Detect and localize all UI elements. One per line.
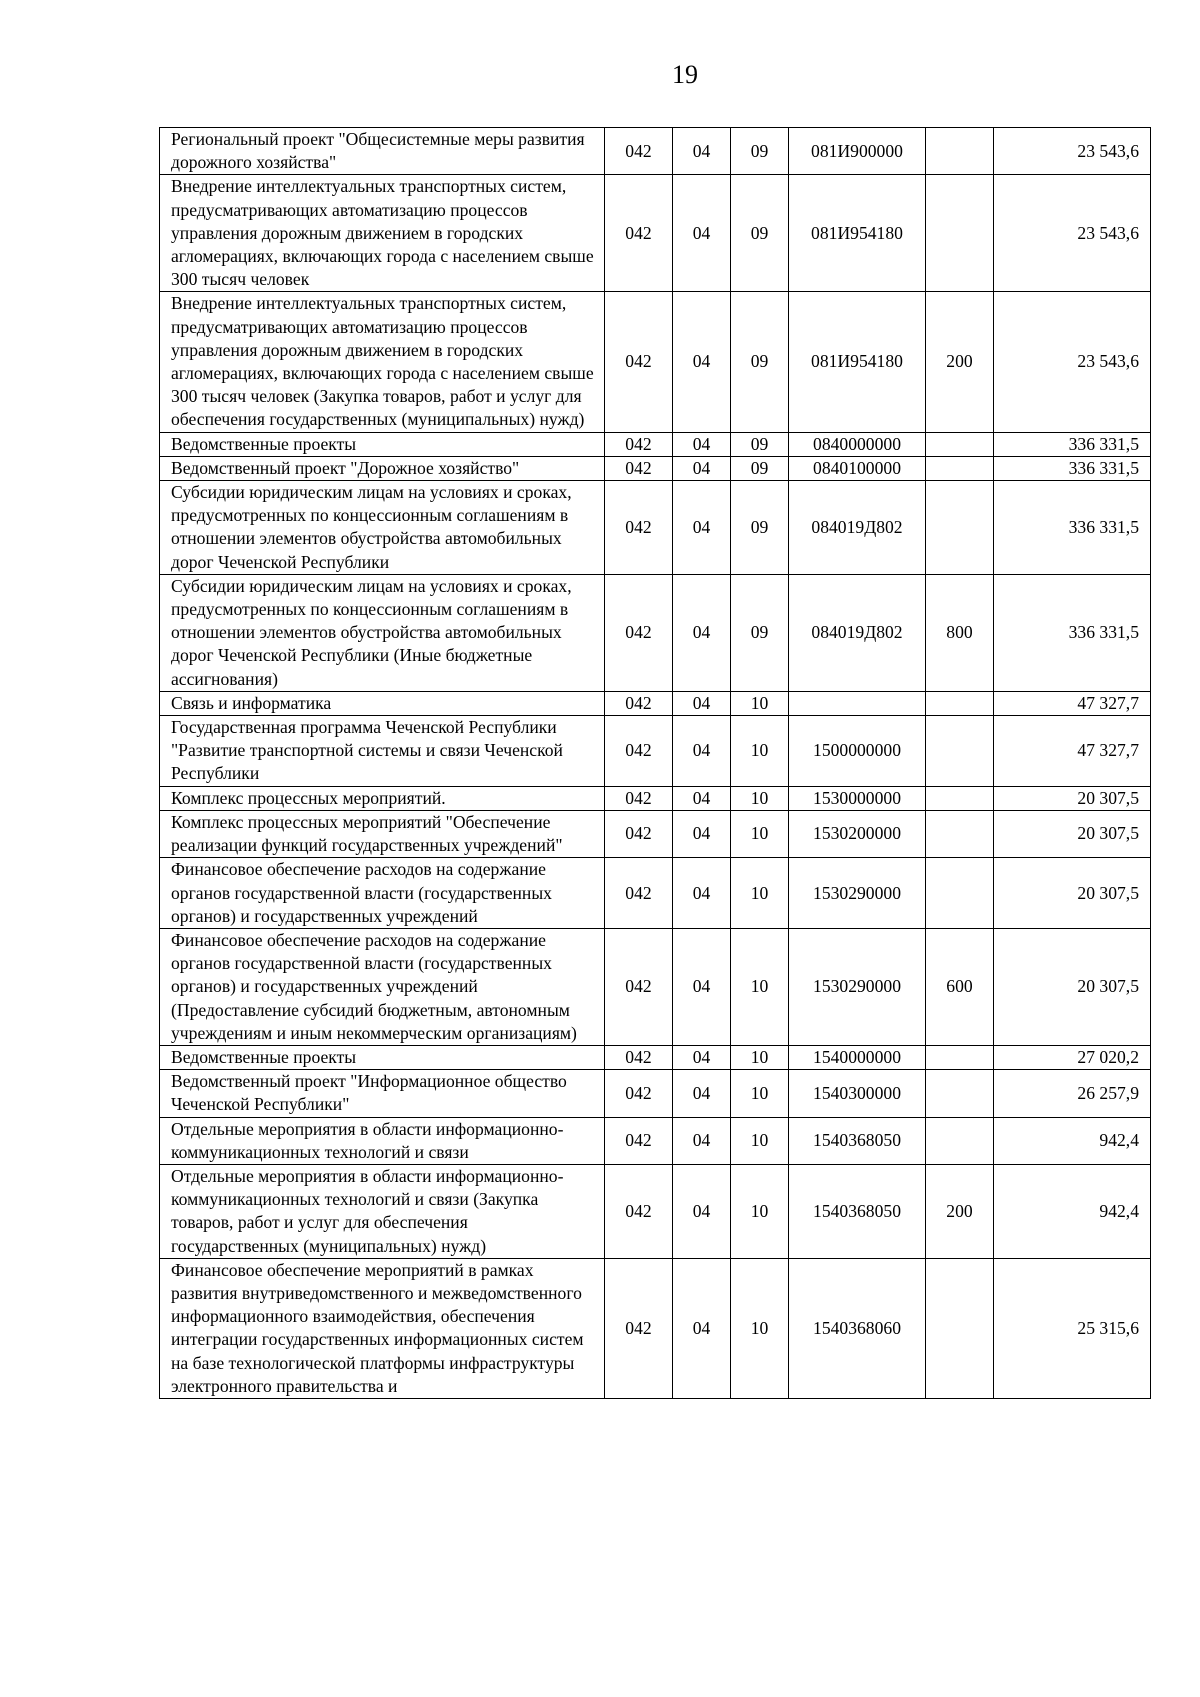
subsection-code-cell: 09: [731, 128, 789, 175]
expense-type-cell: [926, 691, 994, 715]
table-row: [160, 786, 1151, 810]
ministry-code-cell: 042: [605, 292, 673, 432]
expense-type-cell: [926, 810, 994, 857]
subsection-code-cell: 10: [731, 1117, 789, 1164]
section-code-cell: 04: [673, 574, 731, 691]
expense-type-cell: [926, 786, 994, 810]
target-article-cell: 081И900000: [789, 128, 926, 175]
expense-type-cell: [926, 481, 994, 575]
table-row: [160, 716, 1151, 787]
section-code-cell: 04: [673, 716, 731, 787]
row-name-cell: Ведомственный проект "Дорожное хозяйство": [160, 456, 605, 480]
table-row: [160, 928, 1151, 1045]
row-name-cell: Субсидии юридическим лицам на условиях и сроках, предусмотренных по концессионным соглашениям в отношении элементов обустройства автомобильных дорог Чеченской Республики (Иные бюджетные ассигнования): [160, 574, 605, 691]
row-name-cell: Внедрение интеллектуальных транспортных систем, предусматривающих автоматизацию процессов управления дорожным движением в городских агломерациях, включающих города с населением свыше 300 тысяч человек (Закупка товаров, работ и услуг для обеспечения государственных (муниципальных) нужд): [160, 292, 605, 432]
target-article-cell: 1540300000: [789, 1070, 926, 1117]
amount-cell: 27 020,2: [994, 1045, 1151, 1069]
section-code-cell: 04: [673, 128, 731, 175]
subsection-code-cell: 10: [731, 1164, 789, 1258]
amount-cell: 25 315,6: [994, 1258, 1151, 1398]
section-code-cell: 04: [673, 1070, 731, 1117]
row-name-cell: Комплекс процессных мероприятий "Обеспечение реализации функций государственных учреждений": [160, 810, 605, 857]
row-name-cell: Региональный проект "Общесистемные меры развития дорожного хозяйства": [160, 128, 605, 175]
ministry-code-cell: 042: [605, 786, 673, 810]
amount-cell: 23 543,6: [994, 128, 1151, 175]
ministry-code-cell: 042: [605, 481, 673, 575]
target-article-cell: 1530290000: [789, 858, 926, 929]
table-row: [160, 481, 1151, 575]
table-row: [160, 432, 1151, 456]
amount-cell: 942,4: [994, 1117, 1151, 1164]
row-name-cell: Комплекс процессных мероприятий.: [160, 786, 605, 810]
target-article-cell: 1540000000: [789, 1045, 926, 1069]
section-code-cell: 04: [673, 786, 731, 810]
expense-type-cell: [926, 175, 994, 292]
ministry-code-cell: 042: [605, 928, 673, 1045]
amount-cell: 336 331,5: [994, 574, 1151, 691]
section-code-cell: 04: [673, 1117, 731, 1164]
section-code-cell: 04: [673, 691, 731, 715]
table-row: [160, 1045, 1151, 1069]
subsection-code-cell: 10: [731, 691, 789, 715]
subsection-code-cell: 09: [731, 456, 789, 480]
subsection-code-cell: 10: [731, 1070, 789, 1117]
section-code-cell: 04: [673, 1258, 731, 1398]
subsection-code-cell: 10: [731, 1258, 789, 1398]
target-article-cell: 1500000000: [789, 716, 926, 787]
ministry-code-cell: 042: [605, 810, 673, 857]
ministry-code-cell: 042: [605, 1258, 673, 1398]
subsection-code-cell: 09: [731, 432, 789, 456]
budget-table-body: [160, 128, 1151, 1399]
subsection-code-cell: 10: [731, 716, 789, 787]
target-article-cell: 1540368050: [789, 1164, 926, 1258]
amount-cell: 336 331,5: [994, 481, 1151, 575]
ministry-code-cell: 042: [605, 1045, 673, 1069]
subsection-code-cell: 09: [731, 292, 789, 432]
ministry-code-cell: 042: [605, 691, 673, 715]
section-code-cell: 04: [673, 1164, 731, 1258]
table-row: [160, 1070, 1151, 1117]
target-article-cell: 0840100000: [789, 456, 926, 480]
row-name-cell: Ведомственные проекты: [160, 432, 605, 456]
subsection-code-cell: 10: [731, 858, 789, 929]
subsection-code-cell: 09: [731, 574, 789, 691]
subsection-code-cell: 09: [731, 175, 789, 292]
ministry-code-cell: 042: [605, 432, 673, 456]
target-article-cell: 1530000000: [789, 786, 926, 810]
target-article-cell: [789, 691, 926, 715]
row-name-cell: Государственная программа Чеченской Республики "Развитие транспортной системы и связи Чеченской Республики: [160, 716, 605, 787]
target-article-cell: 081И954180: [789, 175, 926, 292]
ministry-code-cell: 042: [605, 858, 673, 929]
section-code-cell: 04: [673, 1045, 731, 1069]
amount-cell: 336 331,5: [994, 456, 1151, 480]
section-code-cell: 04: [673, 928, 731, 1045]
ministry-code-cell: 042: [605, 456, 673, 480]
subsection-code-cell: 10: [731, 1045, 789, 1069]
expense-type-cell: [926, 128, 994, 175]
expense-type-cell: [926, 858, 994, 929]
amount-cell: 20 307,5: [994, 810, 1151, 857]
section-code-cell: 04: [673, 858, 731, 929]
section-code-cell: 04: [673, 292, 731, 432]
section-code-cell: 04: [673, 175, 731, 292]
amount-cell: 20 307,5: [994, 858, 1151, 929]
table-row: [160, 175, 1151, 292]
amount-cell: 23 543,6: [994, 292, 1151, 432]
expense-type-cell: [926, 432, 994, 456]
row-name-cell: Связь и информатика: [160, 691, 605, 715]
row-name-cell: Отдельные мероприятия в области информационно-коммуникационных технологий и связи (Закупка товаров, работ и услуг для обеспечения государственных (муниципальных) нужд): [160, 1164, 605, 1258]
expense-type-cell: [926, 716, 994, 787]
row-name-cell: Финансовое обеспечение расходов на содержание органов государственной власти (государственных органов) и государственных учреждений (Предоставление субсидий бюджетным, автономным учреждениям и иным некоммерческим организациям): [160, 928, 605, 1045]
expense-type-cell: [926, 1045, 994, 1069]
amount-cell: 20 307,5: [994, 928, 1151, 1045]
expense-type-cell: 200: [926, 1164, 994, 1258]
row-name-cell: Субсидии юридическим лицам на условиях и сроках, предусмотренных по концессионным соглашениям в отношении элементов обустройства автомобильных дорог Чеченской Республики: [160, 481, 605, 575]
target-article-cell: 1530290000: [789, 928, 926, 1045]
expense-type-cell: [926, 1070, 994, 1117]
table-row: [160, 456, 1151, 480]
amount-cell: 942,4: [994, 1164, 1151, 1258]
row-name-cell: Ведомственный проект "Информационное общество Чеченской Республики": [160, 1070, 605, 1117]
expense-type-cell: 200: [926, 292, 994, 432]
row-name-cell: Отдельные мероприятия в области информационно-коммуникационных технологий и связи: [160, 1117, 605, 1164]
ministry-code-cell: 042: [605, 128, 673, 175]
amount-cell: 23 543,6: [994, 175, 1151, 292]
target-article-cell: 081И954180: [789, 292, 926, 432]
page-number: 19: [672, 60, 698, 89]
expense-type-cell: [926, 1258, 994, 1398]
table-row: [160, 810, 1151, 857]
table-row: [160, 574, 1151, 691]
ministry-code-cell: 042: [605, 1070, 673, 1117]
target-article-cell: 0840000000: [789, 432, 926, 456]
ministry-code-cell: 042: [605, 716, 673, 787]
subsection-code-cell: 10: [731, 786, 789, 810]
target-article-cell: 1540368060: [789, 1258, 926, 1398]
row-name-cell: Финансовое обеспечение мероприятий в рамках развития внутриведомственного и межведомственного информационного взаимодействия, обеспечения интеграции государственных информационных систем на базе технологической платформы инфраструктуры электронного правительства и: [160, 1258, 605, 1398]
table-row: [160, 691, 1151, 715]
row-name-cell: Финансовое обеспечение расходов на содержание органов государственной власти (государственных органов) и государственных учреждений: [160, 858, 605, 929]
ministry-code-cell: 042: [605, 175, 673, 292]
expense-type-cell: [926, 1117, 994, 1164]
table-row: [160, 1164, 1151, 1258]
target-article-cell: 1540368050: [789, 1117, 926, 1164]
table-row: [160, 1117, 1151, 1164]
table-row: [160, 1258, 1151, 1398]
target-article-cell: 084019Д802: [789, 481, 926, 575]
amount-cell: 26 257,9: [994, 1070, 1151, 1117]
table-row: [160, 858, 1151, 929]
section-code-cell: 04: [673, 456, 731, 480]
section-code-cell: 04: [673, 481, 731, 575]
expense-type-cell: [926, 456, 994, 480]
amount-cell: 20 307,5: [994, 786, 1151, 810]
target-article-cell: 1530200000: [789, 810, 926, 857]
row-name-cell: Внедрение интеллектуальных транспортных систем, предусматривающих автоматизацию процессов управления дорожным движением в городских агломерациях, включающих города с населением свыше 300 тысяч человек: [160, 175, 605, 292]
budget-table: [159, 127, 1151, 1399]
table-row: [160, 128, 1151, 175]
amount-cell: 47 327,7: [994, 691, 1151, 715]
row-name-cell: Ведомственные проекты: [160, 1045, 605, 1069]
subsection-code-cell: 10: [731, 810, 789, 857]
expense-type-cell: 800: [926, 574, 994, 691]
ministry-code-cell: 042: [605, 1164, 673, 1258]
ministry-code-cell: 042: [605, 1117, 673, 1164]
table-row: [160, 292, 1151, 432]
section-code-cell: 04: [673, 432, 731, 456]
section-code-cell: 04: [673, 810, 731, 857]
ministry-code-cell: 042: [605, 574, 673, 691]
expense-type-cell: 600: [926, 928, 994, 1045]
subsection-code-cell: 09: [731, 481, 789, 575]
amount-cell: 336 331,5: [994, 432, 1151, 456]
subsection-code-cell: 10: [731, 928, 789, 1045]
amount-cell: 47 327,7: [994, 716, 1151, 787]
target-article-cell: 084019Д802: [789, 574, 926, 691]
